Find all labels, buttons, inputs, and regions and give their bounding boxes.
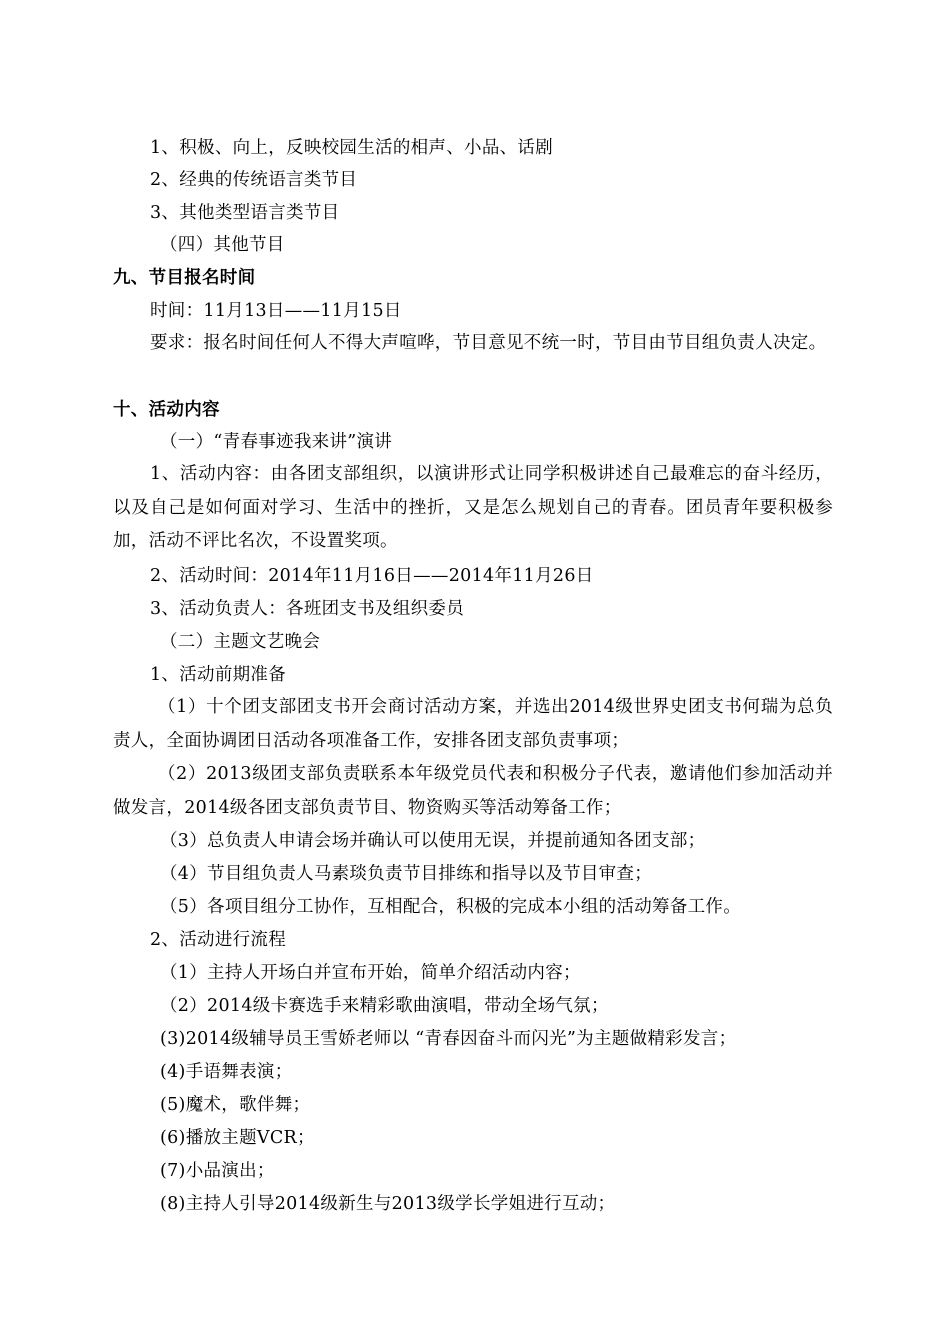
process-item-7: (7)小品演出； [160, 1161, 275, 1181]
section-heading-registration: 九、节目报名时间 [113, 268, 256, 288]
speech-time: 2、活动时间：2014年11月16日——2014年11月26日 [150, 566, 594, 586]
process-item-1: （1）主持人开场白并宣布开始，简单介绍活动内容； [160, 963, 581, 983]
registration-requirement: 要求：报名时间任何人不得大声喧哗，节目意见不统一时，节目由节目组负责人决定。 [150, 333, 827, 353]
process-item-2: （2）2014级卡赛选手来精彩歌曲演唱，带动全场气氛； [160, 996, 609, 1016]
list-item-classic-language: 2、经典的传统语言类节目 [150, 170, 358, 190]
process-item-5: (5)魔术，歌伴舞； [160, 1095, 311, 1115]
preparation-item-1: （1）十个团支部团支书开会商讨活动方案，并选出2014级世界史团支书何瑞为总负责人，全面协调团日活动各项准备工作，安排各团支部负责事项； [113, 697, 833, 751]
speech-responsible: 3、活动负责人：各班团支书及组织委员 [150, 599, 465, 619]
process-item-8: (8)主持人引导2014级新生与2013级学长学姐进行互动； [160, 1194, 616, 1214]
gala-process-heading: 2、活动进行流程 [150, 930, 287, 950]
subheading-other-programs: （四）其他节目 [160, 235, 285, 255]
list-item-crosstalk: 1、积极、向上，反映校园生活的相声、小品、话剧 [150, 138, 554, 158]
process-item-6: (6)播放主题VCR； [160, 1128, 315, 1148]
process-item-4: (4)手语舞表演； [160, 1062, 293, 1082]
speech-content: 1、活动内容：由各团支部组织，以演讲形式让同学积极讲述自己最难忘的奋斗经历，以及自己是如何面对学习、生活中的挫折，又是怎么规划自己的青春。团员青年要积极参加，活动不评比名次，不设置奖项。 [113, 464, 833, 551]
process-item-3: (3)2014级辅导员王雪娇老师以 “青春因奋斗而闪光”为主题做精彩发言； [160, 1029, 737, 1049]
preparation-item-3: （3）总负责人申请会场并确认可以使用无误，并提前通知各团支部； [160, 831, 706, 851]
section-heading-activities: 十、活动内容 [113, 400, 220, 420]
subheading-gala: （二）主题文艺晚会 [160, 632, 321, 652]
registration-time: 时间：11月13日——11月15日 [150, 301, 402, 321]
list-item-other-language: 3、其他类型语言类节目 [150, 203, 340, 223]
preparation-item-5: （5）各项目组分工协作，互相配合，积极的完成本小组的活动筹备工作。 [160, 897, 742, 917]
subheading-speech: （一）“青春事迹我来讲”演讲 [160, 432, 393, 452]
preparation-item-2: （2）2013级团支部负责联系本年级党员代表和积极分子代表，邀请他们参加活动并做发言，2014级各团支部负责节目、物资购买等活动筹备工作； [113, 764, 833, 818]
gala-preparation-heading: 1、活动前期准备 [150, 665, 287, 685]
preparation-item-4: （4）节目组负责人马素琰负责节目排练和指导以及节目审查； [160, 864, 653, 884]
